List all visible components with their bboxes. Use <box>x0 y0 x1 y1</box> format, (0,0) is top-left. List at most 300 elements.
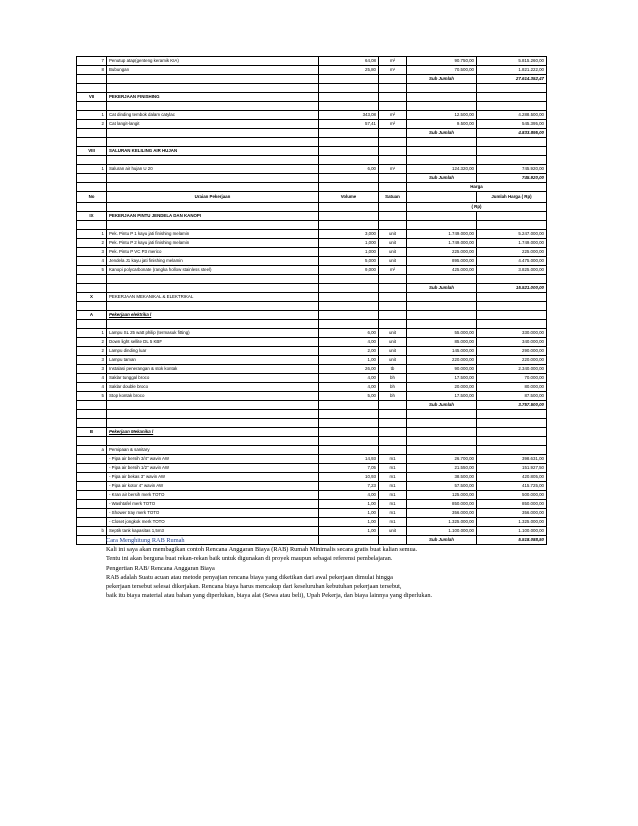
row-total: 330.000,00 <box>477 329 547 338</box>
empty-cell <box>77 156 107 165</box>
empty-cell <box>407 311 477 320</box>
row-no: 1 <box>77 230 107 239</box>
row-unit-price: 90.750,00 <box>407 57 477 66</box>
header-total: Jumlah Harga ( Rp) <box>477 192 547 203</box>
row-volume: 57,41 <box>319 120 379 129</box>
rab-table <box>76 56 547 545</box>
row-description: Saluran air hujan U 20 <box>107 165 319 174</box>
row-unit-price: 1.325.000,00 <box>407 518 477 527</box>
row-unit: m1 <box>379 518 407 527</box>
row-unit: unit <box>379 239 407 248</box>
blank-row <box>77 419 547 428</box>
row-total: 220.000,00 <box>477 356 547 365</box>
row-description: - Pipa air bersih 3/4" wavin AW <box>107 455 319 464</box>
row-no <box>77 518 107 527</box>
table-row <box>77 383 547 392</box>
blank-row <box>77 320 547 329</box>
row-unit-price: 17.500,00 <box>407 374 477 383</box>
row-volume: 5,000 <box>319 257 379 266</box>
empty-cell <box>107 284 319 293</box>
row-no: 1 <box>77 111 107 120</box>
empty-cell <box>379 428 407 437</box>
row-volume: 26,00 <box>319 365 379 374</box>
row-volume: 1,000 <box>319 248 379 257</box>
empty-cell <box>477 138 547 147</box>
row-unit-price <box>407 446 477 455</box>
blank-row <box>77 84 547 93</box>
header-volume: Volume <box>319 192 379 203</box>
empty-cell <box>379 410 407 419</box>
empty-cell <box>379 129 407 138</box>
empty-cell <box>319 102 379 111</box>
row-volume: 1,00 <box>319 518 379 527</box>
row-no: b <box>77 527 107 536</box>
empty-cell <box>107 275 319 284</box>
row-description: Septik tank kapasitas 1,5m3 <box>107 527 319 536</box>
empty-cell <box>77 275 107 284</box>
row-unit: m1 <box>379 482 407 491</box>
row-unit-price: 220.000,00 <box>407 356 477 365</box>
empty-cell <box>107 221 319 230</box>
row-unit: m¹ <box>379 66 407 75</box>
row-no: 2 <box>77 120 107 129</box>
row-unit-price: 26.700,00 <box>407 455 477 464</box>
table-row <box>77 374 547 383</box>
row-unit-price: 21.550,00 <box>407 464 477 473</box>
row-unit-price: 124.320,00 <box>407 165 477 174</box>
section-header-row <box>77 147 547 156</box>
table-row <box>77 509 547 518</box>
empty-cell <box>319 221 379 230</box>
section-title: PEKERJAAN PINTU JENDELA DAN KANOPI <box>107 212 319 221</box>
table-row <box>77 518 547 527</box>
row-total: 545.395,00 <box>477 120 547 129</box>
table-row <box>77 446 547 455</box>
empty-cell <box>407 192 477 203</box>
row-total: 4.475.000,00 <box>477 257 547 266</box>
empty-cell <box>379 293 407 302</box>
row-unit-price: 55.000,00 <box>407 329 477 338</box>
empty-cell <box>107 437 319 446</box>
empty-cell <box>477 212 547 221</box>
row-unit: unit <box>379 329 407 338</box>
empty-cell <box>407 138 477 147</box>
blank-row <box>77 275 547 284</box>
row-total: 420.805,00 <box>477 473 547 482</box>
header-description: Uraian Pekerjaan <box>107 192 319 203</box>
row-description: - Pipa air bersih 1/2" wavin AW <box>107 464 319 473</box>
rab-notes <box>106 536 546 600</box>
row-description: Saklar tunggal broco <box>107 374 319 383</box>
table-row <box>77 464 547 473</box>
empty-cell <box>407 84 477 93</box>
row-total: 5.247.000,00 <box>477 230 547 239</box>
subtotal-row <box>77 75 547 84</box>
row-unit-price: 1.749.000,00 <box>407 230 477 239</box>
row-total: 2.340.000,00 <box>477 365 547 374</box>
row-volume: 1,000 <box>319 239 379 248</box>
empty-cell <box>379 437 407 446</box>
row-description: - Pipa air kotor 4" wavin AW <box>107 482 319 491</box>
row-unit: unit <box>379 257 407 266</box>
row-unit-price: 895.000,00 <box>407 257 477 266</box>
row-total <box>477 446 547 455</box>
header-harga: Harga <box>407 183 547 192</box>
row-unit: unit <box>379 230 407 239</box>
empty-cell <box>477 93 547 102</box>
row-unit: bh <box>379 374 407 383</box>
row-volume: 5,00 <box>319 392 379 401</box>
empty-cell <box>319 428 379 437</box>
row-unit: unit <box>379 338 407 347</box>
row-no: 3 <box>77 365 107 374</box>
notes-line: RAB adalah Suatu acuan atau metode penyajian rencana biaya yang diketikan dari awal pekerjaan dimulai hingga <box>106 573 393 581</box>
empty-cell <box>77 138 107 147</box>
row-no: 3 <box>77 356 107 365</box>
row-volume: 9,000 <box>319 266 379 275</box>
notes-line: Tentu ini akan berguna buat rekan-rekan baik untuk digunakan di proyek maupun sebagai referensi pembelajaran. <box>106 555 393 563</box>
row-description: Cat langit-langit <box>107 120 319 129</box>
row-volume: 4,00 <box>319 374 379 383</box>
row-description: Saklar double broco <box>107 383 319 392</box>
notes-line: Kali ini saya akan membagikan contoh Rencana Anggaran Biaya (RAB) Rumah Minimalis secara gratis buat kalian semua. <box>106 546 418 554</box>
subsection-title: Pekerjaan Mekanika l <box>107 428 319 437</box>
row-total: 415.725,00 <box>477 482 547 491</box>
row-no: 3 <box>77 248 107 257</box>
empty-cell <box>477 275 547 284</box>
empty-cell <box>407 302 477 311</box>
row-no: 2 <box>77 338 107 347</box>
row-no <box>77 500 107 509</box>
subsection-header-row <box>77 428 547 437</box>
empty-cell <box>407 93 477 102</box>
row-volume: 4,00 <box>319 383 379 392</box>
empty-cell <box>107 203 319 212</box>
subsection-letter: B <box>77 428 107 437</box>
row-description: Pemipaan & sanitary <box>107 446 319 455</box>
row-volume: 10,93 <box>319 473 379 482</box>
row-unit-price: 125.000,00 <box>407 491 477 500</box>
empty-cell <box>379 401 407 410</box>
empty-cell <box>319 84 379 93</box>
row-unit-price: 57.500,00 <box>407 482 477 491</box>
row-total: 3.825.000,00 <box>477 266 547 275</box>
row-unit: m² <box>379 120 407 129</box>
empty-cell <box>379 311 407 320</box>
row-no: 7 <box>77 57 107 66</box>
row-description: Kanopi polycarbonate (rangka hollow stainless steel) <box>107 266 319 275</box>
table-row <box>77 527 547 536</box>
rab-table-body <box>77 57 547 545</box>
row-unit: unit <box>379 356 407 365</box>
notes-line: pekerjaan tersebut selesai dikerjakan. Rencana biaya harus mencakup dari keseluruhan kebutuhan pekerjaan tersebut, <box>106 583 402 591</box>
row-unit: m1 <box>379 455 407 464</box>
empty-cell <box>477 437 547 446</box>
table-row <box>77 57 547 66</box>
empty-cell <box>477 419 547 428</box>
row-no <box>77 455 107 464</box>
row-description: - Shower tray merk TOTO <box>107 509 319 518</box>
row-total: 745.920,00 <box>477 165 547 174</box>
row-unit-price: 1.749.000,00 <box>407 239 477 248</box>
empty-cell <box>77 183 107 192</box>
empty-cell <box>77 203 107 212</box>
empty-cell <box>407 212 477 221</box>
empty-cell <box>407 320 477 329</box>
empty-cell <box>407 410 477 419</box>
section-number: X <box>77 293 107 302</box>
row-description: Lampu dinding luar <box>107 347 319 356</box>
row-description: Stop kontak broco <box>107 392 319 401</box>
row-unit: m² <box>379 57 407 66</box>
row-description: Down light sellite DL 5 KBF <box>107 338 319 347</box>
row-unit: m² <box>379 266 407 275</box>
row-no: a <box>77 446 107 455</box>
empty-cell <box>107 419 319 428</box>
row-volume: 7,05 <box>319 464 379 473</box>
empty-cell <box>77 129 107 138</box>
section-number: VIII <box>77 147 107 156</box>
empty-cell <box>107 129 319 138</box>
row-total: 225.000,00 <box>477 248 547 257</box>
subtotal-value: 15.521.000,00 <box>477 284 547 293</box>
empty-cell <box>319 183 379 192</box>
empty-cell <box>477 320 547 329</box>
blank-row <box>77 138 547 147</box>
empty-cell <box>477 311 547 320</box>
row-total: 500.000,00 <box>477 491 547 500</box>
empty-cell <box>319 275 379 284</box>
row-unit: m1 <box>379 473 407 482</box>
empty-cell <box>379 84 407 93</box>
row-volume: 3,000 <box>319 230 379 239</box>
row-description: Pek. Pintu P 2 kayu jati finishing melamin <box>107 239 319 248</box>
empty-cell <box>407 156 477 165</box>
empty-cell <box>107 401 319 410</box>
row-no: 1 <box>77 165 107 174</box>
row-unit-price: 70.500,00 <box>407 66 477 75</box>
row-volume: 14,93 <box>319 455 379 464</box>
table-row <box>77 455 547 464</box>
subtotal-row <box>77 129 547 138</box>
subtotal-label: Sub Jumlah <box>407 284 477 293</box>
table-row <box>77 482 547 491</box>
empty-cell <box>379 138 407 147</box>
empty-cell <box>77 102 107 111</box>
empty-cell <box>107 174 319 183</box>
empty-cell <box>319 437 379 446</box>
empty-cell <box>379 275 407 284</box>
row-description: Penutup atap(genteng keramik KIA) <box>107 57 319 66</box>
row-unit: m¹ <box>379 165 407 174</box>
row-description: - Kran air bersih merk TOTO <box>107 491 319 500</box>
row-volume: 4,00 <box>319 338 379 347</box>
table-row <box>77 239 547 248</box>
empty-cell <box>319 410 379 419</box>
empty-cell <box>77 536 107 545</box>
empty-cell <box>379 183 407 192</box>
row-no: 1 <box>77 329 107 338</box>
subtotal-value: 27.614.352,47 <box>477 75 547 84</box>
row-unit-price: 356.000,00 <box>407 509 477 518</box>
subtotal-row <box>77 284 547 293</box>
empty-cell <box>319 311 379 320</box>
row-no <box>77 464 107 473</box>
row-unit <box>379 446 407 455</box>
empty-cell <box>379 203 407 212</box>
empty-cell <box>107 138 319 147</box>
empty-cell <box>477 84 547 93</box>
row-no: 2 <box>77 239 107 248</box>
row-volume: 7,23 <box>319 482 379 491</box>
row-description: Instalasi penerangan & stok kontak <box>107 365 319 374</box>
empty-cell <box>477 221 547 230</box>
empty-cell <box>107 183 319 192</box>
empty-cell <box>319 174 379 183</box>
column-header-row <box>77 183 547 192</box>
empty-cell <box>477 147 547 156</box>
row-total: 87.500,00 <box>477 392 547 401</box>
row-no: 2 <box>77 347 107 356</box>
row-unit: bh <box>379 392 407 401</box>
blank-row <box>77 302 547 311</box>
row-total: 850.000,00 <box>477 500 547 509</box>
empty-cell <box>407 221 477 230</box>
empty-cell <box>107 410 319 419</box>
empty-cell <box>319 419 379 428</box>
row-description: - Washtafel merk TOTO <box>107 500 319 509</box>
blank-row <box>77 156 547 165</box>
empty-cell <box>319 156 379 165</box>
subtotal-label: Sub Jumlah <box>407 75 477 84</box>
row-unit: m1 <box>379 509 407 518</box>
empty-cell <box>407 293 477 302</box>
empty-cell <box>407 147 477 156</box>
table-row <box>77 266 547 275</box>
empty-cell <box>77 320 107 329</box>
empty-cell <box>107 320 319 329</box>
row-total: 1.821.222,00 <box>477 66 547 75</box>
empty-cell <box>319 93 379 102</box>
subtotal-label: Sub Jumlah <box>407 129 477 138</box>
subtotal-row <box>77 401 547 410</box>
empty-cell <box>319 212 379 221</box>
row-total: 70.000,00 <box>477 374 547 383</box>
row-total: 1.325.000,00 <box>477 518 547 527</box>
subtotal-value: 745.920,00 <box>477 174 547 183</box>
row-no <box>77 491 107 500</box>
empty-cell <box>107 102 319 111</box>
empty-cell <box>77 221 107 230</box>
row-description: Lampu taman <box>107 356 319 365</box>
empty-cell <box>379 419 407 428</box>
row-description: Cat dinding tembok dalam catylac <box>107 111 319 120</box>
row-unit: unit <box>379 527 407 536</box>
row-total: 4.288.500,00 <box>477 111 547 120</box>
row-volume: 64,08 <box>319 57 379 66</box>
empty-cell <box>77 75 107 84</box>
notes-title[interactable]: Cara Menghitung RAB Rumah <box>106 537 185 544</box>
row-no <box>77 482 107 491</box>
empty-cell <box>379 302 407 311</box>
empty-cell <box>77 410 107 419</box>
empty-cell <box>319 293 379 302</box>
row-volume: 6,00 <box>319 329 379 338</box>
table-row <box>77 111 547 120</box>
row-no: 8 <box>77 66 107 75</box>
empty-cell <box>379 320 407 329</box>
empty-cell <box>77 401 107 410</box>
subtotal-label: Sub Jumlah <box>407 536 477 545</box>
empty-cell <box>77 284 107 293</box>
empty-cell <box>379 93 407 102</box>
row-total: 1.749.000,00 <box>477 239 547 248</box>
row-unit-price: 12.500,00 <box>407 111 477 120</box>
row-volume: 1,00 <box>319 356 379 365</box>
subtotal-label: Sub Jumlah <box>407 401 477 410</box>
row-unit-price: 20.000,00 <box>407 383 477 392</box>
row-unit: m1 <box>379 500 407 509</box>
subtotal-value: 5.518.088,50 <box>477 536 547 545</box>
table-row <box>77 165 547 174</box>
blank-row <box>77 102 547 111</box>
table-row <box>77 347 547 356</box>
row-no <box>77 473 107 482</box>
row-no: 4 <box>77 383 107 392</box>
row-unit: tb <box>379 365 407 374</box>
row-unit-price: 38.500,00 <box>407 473 477 482</box>
row-unit: m1 <box>379 491 407 500</box>
table-row <box>77 230 547 239</box>
empty-cell <box>319 138 379 147</box>
row-description: - Pipa air bekas 3" wavin AW <box>107 473 319 482</box>
empty-cell <box>379 75 407 84</box>
column-header-row <box>77 192 547 203</box>
row-volume: 343,08 <box>319 111 379 120</box>
table-row <box>77 248 547 257</box>
row-unit: unit <box>379 248 407 257</box>
header-unit: Satuan <box>379 192 407 203</box>
table-row <box>77 356 547 365</box>
empty-cell <box>477 293 547 302</box>
empty-cell <box>319 401 379 410</box>
empty-cell <box>77 302 107 311</box>
row-unit-price: 225.000,00 <box>407 248 477 257</box>
table-row <box>77 500 547 509</box>
empty-cell <box>477 428 547 437</box>
header-currency: ( Rp) <box>407 203 547 212</box>
row-unit-price: 1.100.000,00 <box>407 527 477 536</box>
empty-cell <box>379 174 407 183</box>
empty-cell <box>477 156 547 165</box>
empty-cell <box>407 419 477 428</box>
subsection-letter: A <box>77 311 107 320</box>
subtotal-label: Sub Jumlah <box>407 174 477 183</box>
empty-cell <box>107 75 319 84</box>
empty-cell <box>407 437 477 446</box>
empty-cell <box>107 302 319 311</box>
row-volume: 2,00 <box>319 347 379 356</box>
row-volume: 4,00 <box>319 491 379 500</box>
row-no: 4 <box>77 257 107 266</box>
table-row <box>77 257 547 266</box>
empty-cell <box>379 156 407 165</box>
empty-cell <box>379 102 407 111</box>
row-total: 80.000,00 <box>477 383 547 392</box>
row-volume: 6,00 <box>319 165 379 174</box>
row-total: 1.100.000,00 <box>477 527 547 536</box>
row-unit-price: 425.000,00 <box>407 266 477 275</box>
